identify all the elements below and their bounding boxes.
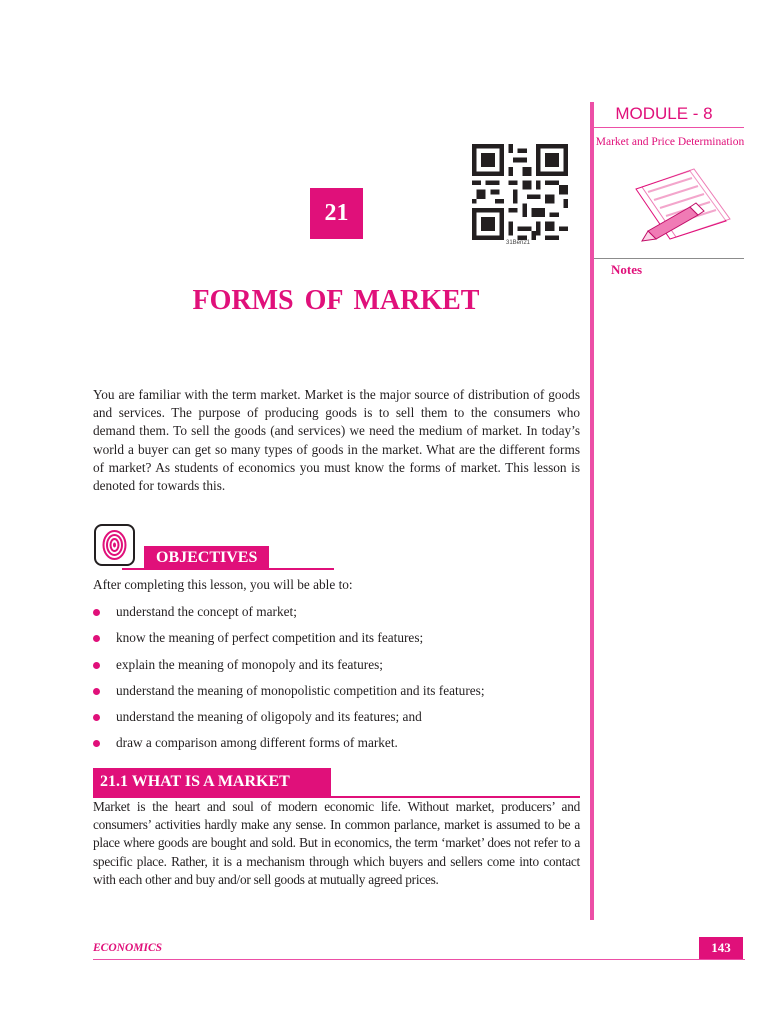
section-heading: 21.1 WHAT IS A MARKET xyxy=(93,768,331,796)
bullet-icon xyxy=(93,714,100,721)
objective-text: understand the meaning of monopolistic competition and its features; xyxy=(116,682,485,698)
objective-text: know the meaning of perfect competition and its features; xyxy=(116,630,424,646)
objective-text: understand the concept of market; xyxy=(116,604,297,619)
section-paragraph: Market is the heart and soul of modern economic life. Without market, producers’ and consumers’ activities hardly make any sense. In common parlance, market is assumed to be a place where goods are bought and sold. But in economics, the term ‘market’ does not refer to a specific place. Rather, it is a mechanism through which buyers and sellers come into contact with each other and buy and/or sell goods at mutually agreed prices. xyxy=(93,799,580,887)
objective-text: understand the meaning of oligopoly and its features; and xyxy=(116,709,422,725)
intro-paragraph: You are familiar with the term market. Market is the major source of distribution of goods and services. The purpose of producing goods is to sell them to the consumers who demand them. To sell the goods (and services) we need the medium of market. In today’s world a buyer can get so many types of goods in the market. What are the different forms of market? As students of economics you must know the forms of market. This lesson is denoted for towards this. xyxy=(93,387,580,494)
objective-item xyxy=(93,652,583,678)
bullet-icon xyxy=(93,662,100,669)
objectives-list xyxy=(93,599,583,757)
objective-text: explain the meaning of monopoly and its features; xyxy=(116,656,383,672)
bullet-icon xyxy=(93,635,100,642)
objective-item xyxy=(93,704,583,730)
chapter-title: FORMS OF MARKET xyxy=(192,285,480,316)
qr-caption: 31Ben21 xyxy=(506,240,531,246)
bullet-icon xyxy=(93,740,100,747)
objective-item xyxy=(93,730,583,756)
module-divider xyxy=(594,127,744,128)
module-label: MODULE - 8 xyxy=(615,104,713,123)
qr-code-icon xyxy=(472,144,568,240)
bullet-icon xyxy=(93,688,100,695)
notes-label: Notes xyxy=(611,262,643,277)
objectives-heading: OBJECTIVES xyxy=(144,546,269,569)
objectives-intro: After completing this lesson, you will be able to: xyxy=(93,577,353,592)
module-subtitle: Market and Price Determination xyxy=(595,136,745,148)
margin-rule xyxy=(590,102,594,920)
objective-text: draw a comparison among different forms of market. xyxy=(116,735,398,751)
objective-item xyxy=(93,599,583,625)
notes-pencil-icon xyxy=(628,165,740,245)
notes-divider xyxy=(594,258,744,259)
target-icon xyxy=(94,524,135,566)
footer-subject: ECONOMICS xyxy=(93,942,163,954)
bullet-icon xyxy=(93,609,100,616)
objective-item xyxy=(93,678,583,704)
objective-item xyxy=(93,625,583,651)
chapter-number: 21 xyxy=(310,188,363,239)
footer-rule xyxy=(93,959,745,960)
page-number: 143 xyxy=(699,937,743,959)
